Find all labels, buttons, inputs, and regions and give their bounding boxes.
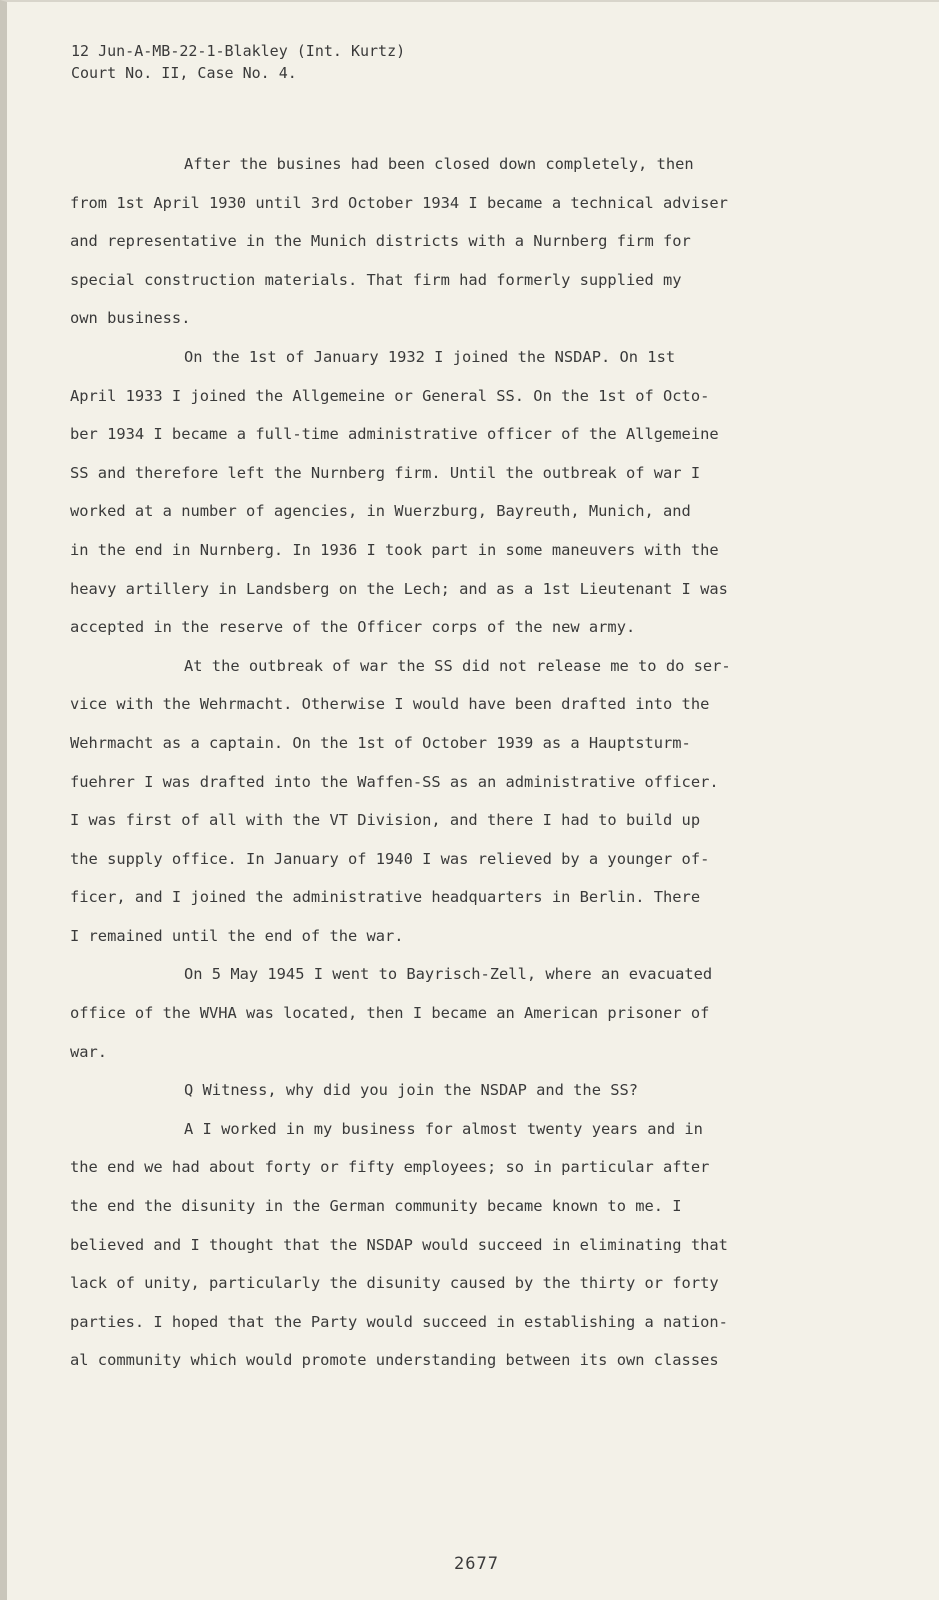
transcript-line: heavy artillery in Landsberg on the Lech; and as a 1st Lieutenant I was (70, 579, 728, 598)
transcript-line: On the 1st of January 1932 I joined the NSDAP. On 1st (184, 347, 676, 366)
transcript-line: ber 1934 I became a full-time administrative officer of the Allgemeine (70, 425, 719, 444)
transcript-line: accepted in the reserve of the Officer corps of the new army. (70, 618, 636, 637)
transcript-line: vice with the Wehrmacht. Otherwise I would have been drafted into the (70, 695, 710, 714)
transcript-line: A I worked in my business for almost twenty years and in (184, 1119, 703, 1138)
transcript-line: own business. (70, 309, 191, 328)
transcript-line: from 1st April 1930 until 3rd October 1934 I became a technical adviser (70, 193, 728, 212)
transcript-line: Q Witness, why did you join the NSDAP and the SS? (184, 1081, 639, 1100)
transcript-line: lack of unity, particularly the disunity caused by the thirty or forty (70, 1274, 719, 1293)
page-number: 2677 (454, 1554, 499, 1574)
header-reference-line: 12 Jun-A-MB-22-1-Blakley (Int. Kurtz) (71, 42, 406, 60)
transcript-line: the end the disunity in the German community became known to me. I (70, 1197, 682, 1216)
transcript-line: fuehrer I was drafted into the Waffen-SS as an administrative officer. (70, 772, 719, 791)
transcript-line: SS and therefore left the Nurnberg firm. Until the outbreak of war I (70, 463, 701, 482)
transcript-line: parties. I hoped that the Party would succeed in establishing a nation- (70, 1312, 728, 1331)
transcript-line: believed and I thought that the NSDAP would succeed in eliminating that (70, 1235, 728, 1254)
transcript-line: ficer, and I joined the administrative headquarters in Berlin. There (70, 888, 701, 907)
transcript-line: the supply office. In January of 1940 I was relieved by a younger of- (70, 849, 710, 868)
transcript-line: After the busines had been closed down completely, then (184, 155, 694, 173)
transcript-line: and representative in the Munich districts with a Nurnberg firm for (70, 232, 691, 251)
transcript-line: war. (70, 1042, 108, 1061)
transcript-line: At the outbreak of war the SS did not release me to do ser- (184, 656, 731, 675)
transcript-line: I was first of all with the VT Division, and there I had to build up (70, 811, 701, 830)
document-header (71, 40, 405, 84)
transcript-line: Wehrmacht as a captain. On the 1st of October 1939 as a Hauptsturm- (70, 733, 691, 752)
transcript-body (70, 145, 900, 1380)
transcript-line: special construction materials. That firm had formerly supplied my (70, 270, 682, 289)
header-court-line: Court No. II, Case No. 4. (71, 64, 297, 82)
transcript-line: al community which would promote understanding between its own classes (70, 1351, 719, 1370)
transcript-line: the end we had about forty or fifty employees; so in particular after (70, 1158, 710, 1177)
transcript-line: office of the WVHA was located, then I became an American prisoner of (70, 1004, 710, 1023)
transcript-line: I remained until the end of the war. (70, 926, 404, 945)
transcript-line: worked at a number of agencies, in Wuerzburg, Bayreuth, Munich, and (70, 502, 691, 521)
transcript-line: in the end in Nurnberg. In 1936 I took part in some maneuvers with the (70, 540, 719, 559)
transcript-line: On 5 May 1945 I went to Bayrisch-Zell, where an evacuated (184, 965, 713, 984)
transcript-line: April 1933 I joined the Allgemeine or General SS. On the 1st of Octo- (70, 386, 710, 405)
